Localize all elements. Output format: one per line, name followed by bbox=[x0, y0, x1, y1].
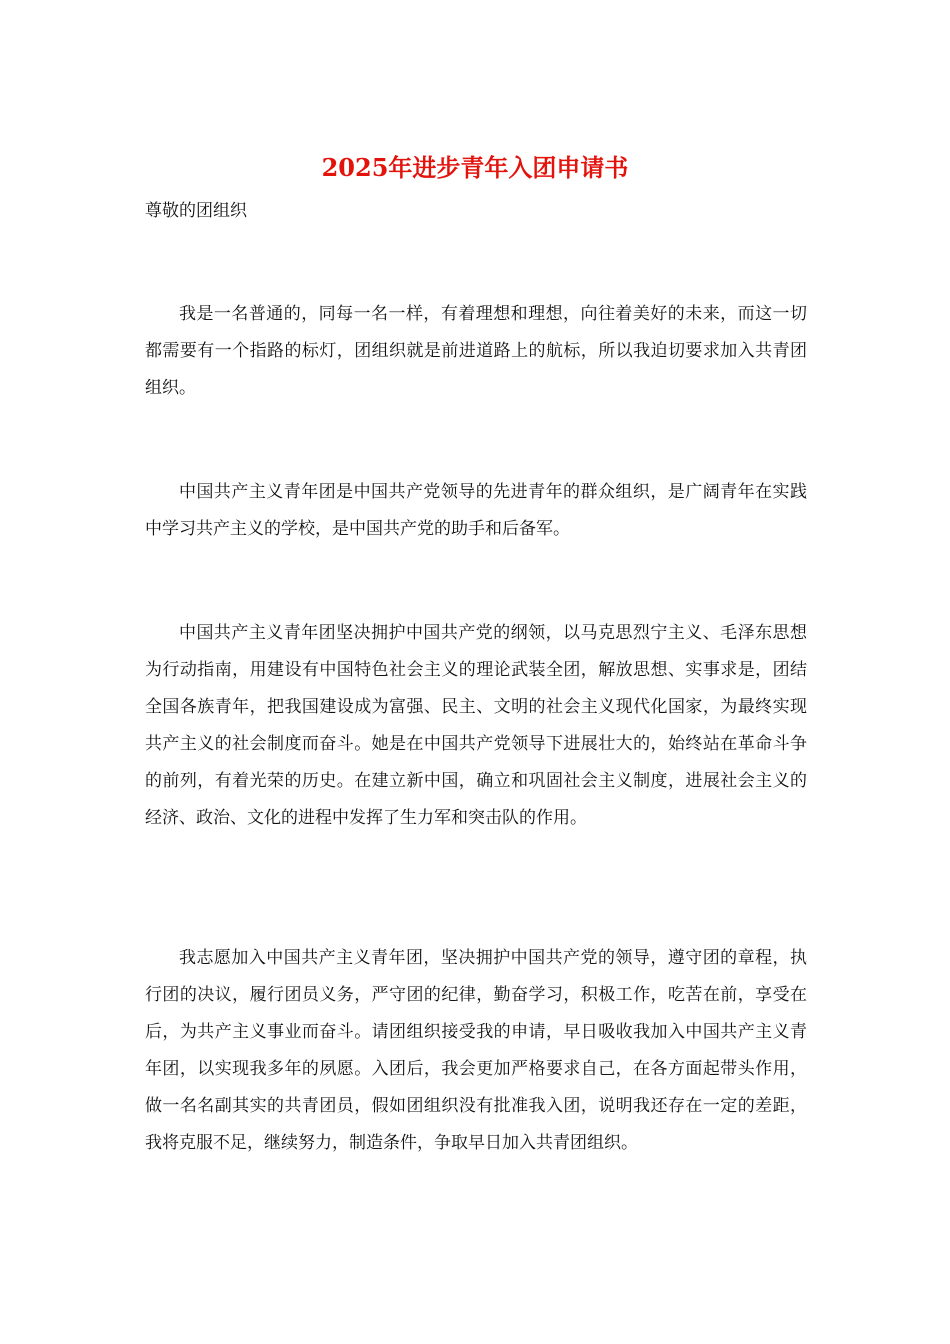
salutation: 尊敬的团组织 bbox=[145, 201, 247, 221]
paragraph-1: 我是一名普通的，同每一名一样，有着理想和理想，向往着美好的未来，而这一切都需要有一个指路的标灯，团组织就是前进道路上的航标，所以我迫切要求加入共青团组织。 bbox=[145, 304, 807, 398]
paragraph-4: 我志愿加入中国共产主义青年团，坚决拥护中国共产党的领导，遵守团的章程，执行团的决议，履行团员义务，严守团的纪律，勤奋学习，积极工作，吃苦在前，享受在后，为共产主义事业而奋斗。请团组织接受我的申请，早日吸收我加入中国共产主义青年团，以实现我多年的夙愿。入团后，我会更加严格要求自己，在各方面起带头作用，做一名名副其实的共青团员，假如团组织没有批准我入团，说明我还存在一定的差距，我将克服不足，继续努力，制造条件，争取早日加入共青团组织。 bbox=[145, 948, 807, 1153]
paragraph-2: 中国共产主义青年团是中国共产党领导的先进青年的群众组织，是广阔青年在实践中学习共产主义的学校，是中国共产党的助手和后备军。 bbox=[145, 482, 807, 539]
paragraph-3: 中国共产主义青年团坚决拥护中国共产党的纲领，以马克思烈宁主义、毛泽东思想为行动指南，用建设有中国特色社会主义的理论武装全团，解放思想、实事求是，团结全国各族青年，把我国建设成为富强、民主、文明的社会主义现代化国家，为最终实现共产主义的社会制度而奋斗。她是在中国共产党领导下进展壮大的，始终站在革命斗争的前列，有着光荣的历史。在建立新中国，确立和巩固社会主义制度，进展社会主义的经济、政治、文化的进程中发挥了生力军和突击队的作用。 bbox=[145, 623, 807, 828]
document-title: 2025年进步青年入团申请书 bbox=[321, 153, 629, 182]
